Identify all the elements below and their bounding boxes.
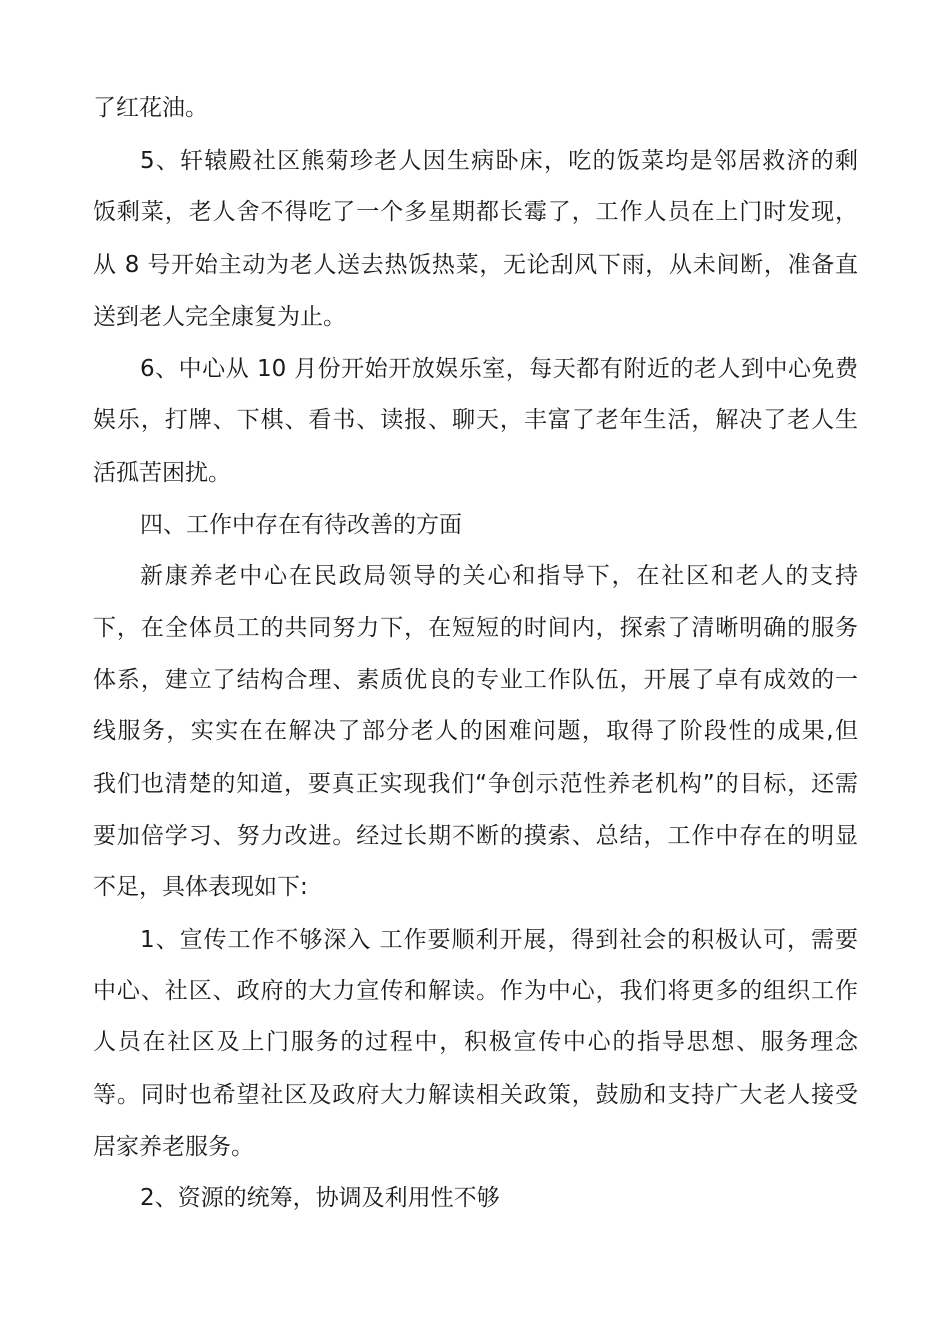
- paragraph-line: 居家养老服务。: [93, 1134, 254, 1160]
- paragraph-line: 我们也清楚的知道，要真正实现我们“争创示范性养老机构”的目标，还需: [93, 771, 858, 797]
- paragraph-line: 新康养老中心在民政局领导的关心和指导下，在社区和老人的支持: [140, 563, 858, 589]
- paragraph-line: 饭剩菜，老人舍不得吃了一个多星期都长霉了，工作人员在上门时发现，: [93, 199, 858, 225]
- paragraph-line: 了红花油。: [93, 95, 208, 121]
- list-item-line: 1、宣传工作不够深入 工作要顺利开展，得到社会的积极认可，需要: [140, 927, 858, 953]
- paragraph-line: 要加倍学习、努力改进。经过长期不断的摸索、总结，工作中存在的明显: [93, 823, 858, 849]
- paragraph-line: 体系，建立了结构合理、素质优良的专业工作队伍，开展了卓有成效的一: [93, 667, 858, 693]
- paragraph-line: 人员在社区及上门服务的过程中，积极宣传中心的指导思想、服务理念: [93, 1029, 858, 1055]
- list-item-line: 6、中心从 10 月份开始开放娱乐室，每天都有附近的老人到中心免费: [140, 356, 858, 382]
- paragraph-line: 下，在全体员工的共同努力下，在短短的时间内，探索了清晰明确的服务: [93, 615, 858, 641]
- section-heading: 四、工作中存在有待改善的方面: [140, 512, 462, 538]
- paragraph-line: 活孤苦困扰。: [93, 460, 231, 486]
- paragraph-line: 中心、社区、政府的大力宣传和解读。作为中心，我们将更多的组织工作: [93, 978, 858, 1004]
- paragraph-line: 从 8 号开始主动为老人送去热饭热菜，无论刮风下雨，从未间断，准备直: [93, 252, 858, 278]
- paragraph-line: 线服务，实实在在解决了部分老人的困难问题，取得了阶段性的成果,但: [93, 718, 858, 744]
- paragraph-line: 送到老人完全康复为止。: [93, 304, 346, 330]
- paragraph-line: 娱乐，打牌、下棋、看书、读报、聊天，丰富了老年生活，解决了老人生: [93, 407, 858, 433]
- list-item-line: 2、资源的统筹，协调及利用性不够: [140, 1185, 500, 1211]
- paragraph-line: 不足，具体表现如下:: [93, 874, 308, 900]
- list-item-line: 5、轩辕殿社区熊菊珍老人因生病卧床，吃的饭菜均是邻居救济的剩: [140, 148, 858, 174]
- paragraph-line: 等。同时也希望社区及政府大力解读相关政策，鼓励和支持广大老人接受: [93, 1082, 858, 1108]
